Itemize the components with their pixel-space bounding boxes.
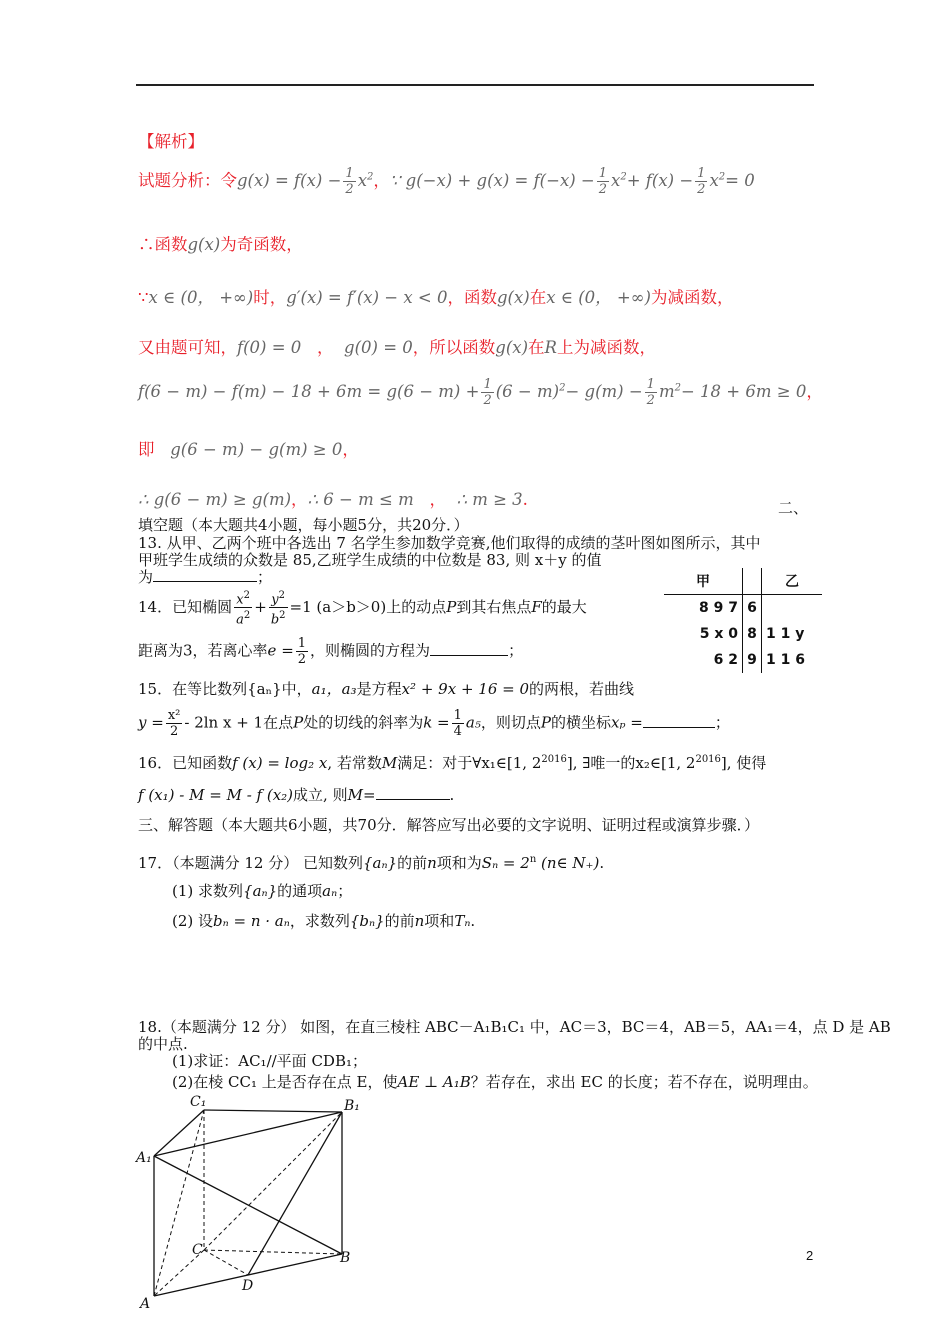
label-b1: B₁ — [344, 1098, 360, 1114]
stem-leaf-plot — [664, 568, 822, 673]
analysis-line-6: 即 g(6 − m) − g(m) ≥ 0， — [138, 440, 359, 459]
edge-ac1 — [154, 1110, 204, 1296]
answer-blank — [430, 641, 508, 656]
label-c1: C₁ — [190, 1094, 207, 1110]
q14-line-1: 14．已知椭圆 $\frac{x^2}{a^2}$ + $\frac{y^2}{b^2}$ =1 (a＞b＞0)上的动点P到其右焦点F的最大 — [138, 590, 587, 628]
edge-c1b1 — [204, 1110, 342, 1112]
stem-leaf-row-1-left: 8 9 7 — [699, 600, 738, 616]
edge-cb1 — [204, 1112, 342, 1250]
stem-leaf-row-2-left: 5 x 0 — [699, 626, 738, 642]
q13-line-1: 13. 从甲、乙两个班中各选出 7 名学生参加数学竞赛,他们取得的成绩的茎叶图如图所示，其中 — [138, 534, 761, 552]
answer-blank — [153, 567, 257, 582]
q18-line-1: 18.（本题满分 12 分） 如图，在直三棱柱 ABC－A₁B₁C₁ 中，AC＝3，BC＝4，AB＝5，AA₁＝4，点 D 是 AB — [138, 1018, 891, 1036]
analysis-line-3: ∵x ∈ (0， +∞)时，g′(x) = f′(x) − x < 0，函数g(x)在x ∈ (0， +∞)为减函数， — [138, 288, 734, 307]
q18-line-2: 的中点. — [138, 1035, 188, 1053]
stem-leaf-row-2-right: 1 1 y — [766, 626, 805, 642]
label-b: B — [340, 1250, 351, 1266]
label-a: A — [140, 1296, 151, 1312]
page-number: 2 — [806, 1248, 814, 1263]
edge-cd — [204, 1250, 248, 1275]
q17-part-1: (1) 求数列{aₙ}的通项aₙ； — [172, 882, 353, 900]
stem-leaf-row-3-left: 6 2 — [713, 652, 738, 668]
edge-a1b1 — [154, 1112, 342, 1156]
answer-blank — [643, 713, 715, 728]
section-2-heading: 填空题（本大题共4小题，每小题5分，共20分．） — [138, 516, 469, 534]
q14-line-2: 距离为3，若离心率e = $\frac{1}{2}$ ，则椭圆的方程为 ； — [138, 636, 524, 667]
analysis-line-7: ∴ g(6 − m) ≥ g(m)，∴ 6 − m ≤ m ， ∴ m ≥ 3. — [138, 490, 528, 509]
edge-a1c1 — [154, 1110, 204, 1156]
stem-leaf-row-1-stem: 6 — [743, 595, 762, 622]
q15-line-2: y = $\frac{\text{x²}}{2}$ - 2ln x + 1在点P处的切线的斜率为k = $\frac{1}{4}$ a₅，则切点P的横坐标xₚ = ； — [138, 708, 730, 739]
analysis-line-4: 又由题可知，f(0) = 0 ， g(0) = 0，所以函数g(x)在R上为减函数， — [138, 338, 656, 357]
edge-a1b — [154, 1156, 342, 1254]
stem-leaf-row-2-stem: 8 — [743, 621, 762, 647]
edge-cb — [204, 1250, 342, 1254]
label-c: C — [192, 1242, 203, 1258]
q18-part-1: (1)求证：AC₁//平面 CDB₁； — [172, 1052, 367, 1070]
edge-b1d — [248, 1112, 342, 1275]
q13-line-2: 甲班学生成绩的众数是 85,乙班学生成绩的中位数是 83, 则 x＋y 的值 — [138, 551, 602, 569]
q17-part-2: (2) 设bₙ = n · aₙ，求数列{bₙ}的前n项和Tₙ. — [172, 912, 476, 930]
header-rule — [136, 84, 814, 86]
q17-line-1: 17．（本题满分 12 分） 已知数列{aₙ}的前n项和为$S_n = 2^n$ (n∈ N₊). — [138, 854, 605, 872]
stem-leaf-row-3-right: 1 1 6 — [766, 652, 805, 668]
stem-leaf-row-1-right — [762, 595, 823, 622]
section-3-heading: 三、解答题（本大题共6小题，共70分．解答应写出必要的文字说明、证明过程或演算步骤．） — [138, 816, 760, 834]
analysis-heading: 【解析】 — [138, 132, 204, 151]
label-a1: A₁ — [136, 1150, 152, 1166]
q16-line-2: f (x₁) - M = M - f (x₂)成立, 则M= . — [138, 786, 455, 804]
section-2-number: 二、 — [778, 499, 809, 517]
q16-line-1: 16．已知函数f (x) = log₂ x, 若常数M满足：对于∀x₁∈[1, $2^{2016}$], ∃唯一的x₂∈[1, $2^{2016}$], 使得 — [138, 754, 767, 772]
answer-blank — [376, 785, 450, 800]
label-d: D — [242, 1278, 254, 1294]
analysis-line-2: ∴函数g(x)为奇函数， — [138, 235, 303, 254]
prism-figure — [130, 1090, 370, 1320]
analysis-line-5: f(6 − m) − f(m) − 18 + 6m = g(6 − m) + $\frac{1}{2}$ $(6 - m)^2- g(m)$ − $\frac{1}{2}$ $m^2- 18 + 6m \ge 0$， — [138, 377, 823, 408]
analysis-line-1: 试题分析：令g(x) = f(x) − $\frac{1}{2}$ $x^2$，∵ g(−x) + g(x) = f(−x) − $\frac{1}{2}$ $x^2+ f(x)$ − $\frac{1}{2}$ $x^2= 0$ — [138, 166, 755, 197]
stem-leaf-left-head: 甲 — [696, 574, 710, 590]
q18-part-2: (2)在棱 CC₁ 上是否存在点 E，使AE ⊥ A₁B？若存在，求出 EC 的长度；若不存在，说明理由。 — [172, 1073, 818, 1091]
stem-leaf-row-3-stem: 9 — [743, 647, 762, 673]
q15-line-1: 15．在等比数列{aₙ}中，a₁，a₃是方程x² + 9x + 16 = 0的两根，若曲线 — [138, 680, 635, 698]
q13-line-3: 为 ； — [138, 568, 273, 586]
stem-leaf-right-head: 乙 — [785, 574, 799, 590]
